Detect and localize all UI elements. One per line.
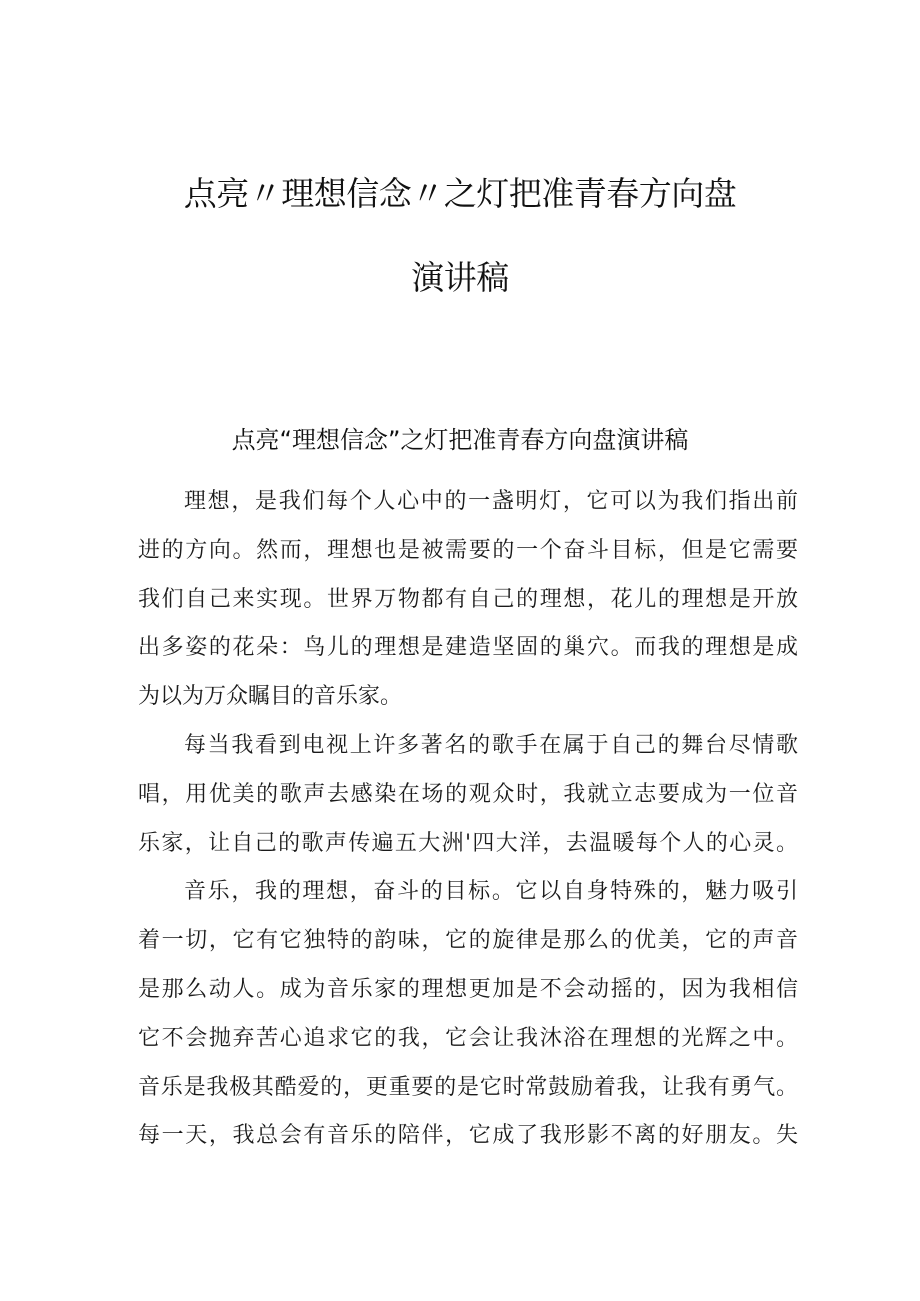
body-line-8: 乐家，让自己的歌声传遍五大洲'四大洋，去温暖每个人的心灵。 <box>138 830 798 856</box>
document-title-line-1: 点亮〃理想信念〃之灯把准青春方向盘 <box>183 174 737 213</box>
body-line-7: 唱，用优美的歌声去感染在场的观众时，我就立志要成为一位音 <box>138 781 798 807</box>
body-line-2: 进的方向。然而，理想也是被需要的一个奋斗目标，但是它需要 <box>138 537 798 563</box>
body-line-11: 是那么动人。成为音乐家的理想更加是不会动摇的，因为我相信 <box>138 976 798 1002</box>
body-line-13: 音乐是我极其酷爱的，更重要的是它时常鼓励着我，让我有勇气。 <box>138 1074 798 1100</box>
body-line-12: 它不会抛弃苦心追求它的我，它会让我沐浴在理想的光辉之中。 <box>138 1025 798 1051</box>
body-line-9: 音乐，我的理想，奋斗的目标。它以自身特殊的，魅力吸引 <box>184 879 798 905</box>
document-title-line-2: 演讲稿 <box>411 258 509 297</box>
body-line-4: 出多姿的花朵：鸟儿的理想是建造坚固的巢穴。而我的理想是成 <box>138 635 798 661</box>
body-line-14: 每一天，我总会有音乐的陪伴，它成了我形影不离的好朋友。失 <box>138 1123 798 1149</box>
body-line-1: 理想，是我们每个人心中的一盏明灯，它可以为我们指出前 <box>184 489 798 514</box>
body-line-6: 每当我看到电视上许多著名的歌手在属于自己的舞台尽情歌 <box>184 732 798 758</box>
body-line-10: 着一切，它有它独特的韵味，它的旋律是那么的优美，它的声音 <box>138 928 798 954</box>
body-line-5: 为以为万众瞩目的音乐家。 <box>138 684 403 710</box>
body-line-3: 我们自己来实现。世界万物都有自己的理想，花儿的理想是开放 <box>138 586 798 612</box>
document-subtitle: 点亮“理想信念”之灯把准青春方向盘演讲稿 <box>231 426 689 454</box>
document-body <box>138 478 798 1161</box>
